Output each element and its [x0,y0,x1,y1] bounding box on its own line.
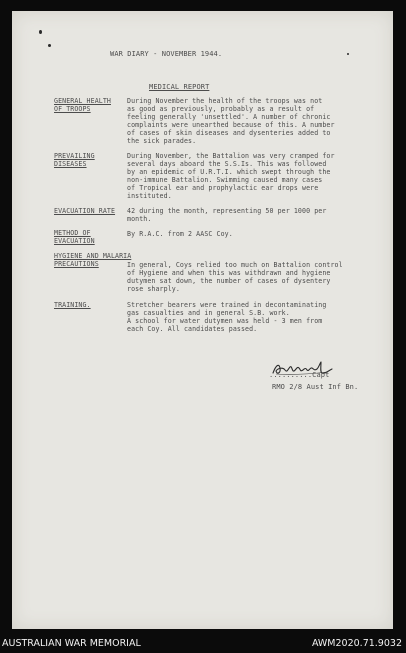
section-text-general-health: as good as previously, probably as a result of [127,105,315,113]
ink-spot [347,53,349,55]
signature-line: ..........Capt [269,371,330,379]
section-text-prevailing-diseases: non-immune Battalion. Swimming caused many cases [127,176,323,184]
section-text-method-of-evacuation: By R.A.C. from 2 AASC Coy. [127,230,233,238]
section-text-hygiene: In general, Coys relied too much on Battalion control [127,261,343,269]
section-text-training: Stretcher bearers were trained in decontaminating [127,301,327,309]
section-text-hygiene: dutymen sat down, the number of cases of dysentery [127,277,331,285]
section-text-prevailing-diseases: During November, the Battalion was very cramped for [127,152,335,160]
section-label-general-health: OF TROOPS [54,105,91,113]
section-text-training: each Coy. All candidates passed. [127,325,258,333]
report-title: MEDICAL REPORT [149,83,210,91]
section-text-training: A school for water dutymen was held - 3 men from [127,317,323,325]
section-text-prevailing-diseases: several days aboard the S.S.Is. This was followed [127,160,327,168]
section-text-evacuation-rate: 42 during the month, representing 50 per 1000 per [127,207,327,215]
signatory-title: RMO 2/8 Aust Inf Bn. [272,383,359,391]
section-text-hygiene: of Hygiene and when this was withdrawn and hygiene [127,269,331,277]
section-text-general-health: feeling generally 'unsettled'. A number of chronic [127,113,331,121]
ink-spot [39,30,42,34]
ink-spot [48,44,51,47]
document-page [12,11,393,629]
section-text-prevailing-diseases: of Tropical ear and prophylactic ear drops were [127,184,319,192]
section-label-training: TRAINING. [54,301,91,309]
diary-header: WAR DIARY - NOVEMBER 1944. [110,50,223,58]
section-label-hygiene: PRECAUTIONS [54,260,99,268]
section-label-method-of-evacuation: EVACUATION [54,237,95,245]
section-text-evacuation-rate: month. [127,215,152,223]
section-text-general-health: During November the health of the troops was not [127,97,323,105]
section-text-prevailing-diseases: instituted. [127,192,172,200]
section-text-general-health: of cases of skin diseases and dysenteries added to [127,129,331,137]
section-label-prevailing-diseases: DISEASES [54,160,87,168]
section-label-method-of-evacuation: METHOD OF [54,229,91,237]
section-label-hygiene: HYGIENE AND MALARIA [54,252,132,260]
section-text-general-health: the sick parades. [127,137,197,145]
section-text-training: gas casualties and in general S.B. work. [127,309,290,317]
archive-source-caption: AUSTRALIAN WAR MEMORIAL [2,638,141,649]
section-text-prevailing-diseases: by an epidemic of U.R.T.I. which swept through the [127,168,331,176]
section-text-hygiene: rose sharply. [127,285,180,293]
section-label-general-health: GENERAL HEALTH [54,97,111,105]
section-label-evacuation-rate: EVACUATION RATE [54,207,116,215]
section-label-prevailing-diseases: PREVAILING [54,152,95,160]
archive-reference-caption: AWM2020.71.9032 [311,638,402,649]
section-text-general-health: complaints were unearthed because of this. A number [127,121,335,129]
